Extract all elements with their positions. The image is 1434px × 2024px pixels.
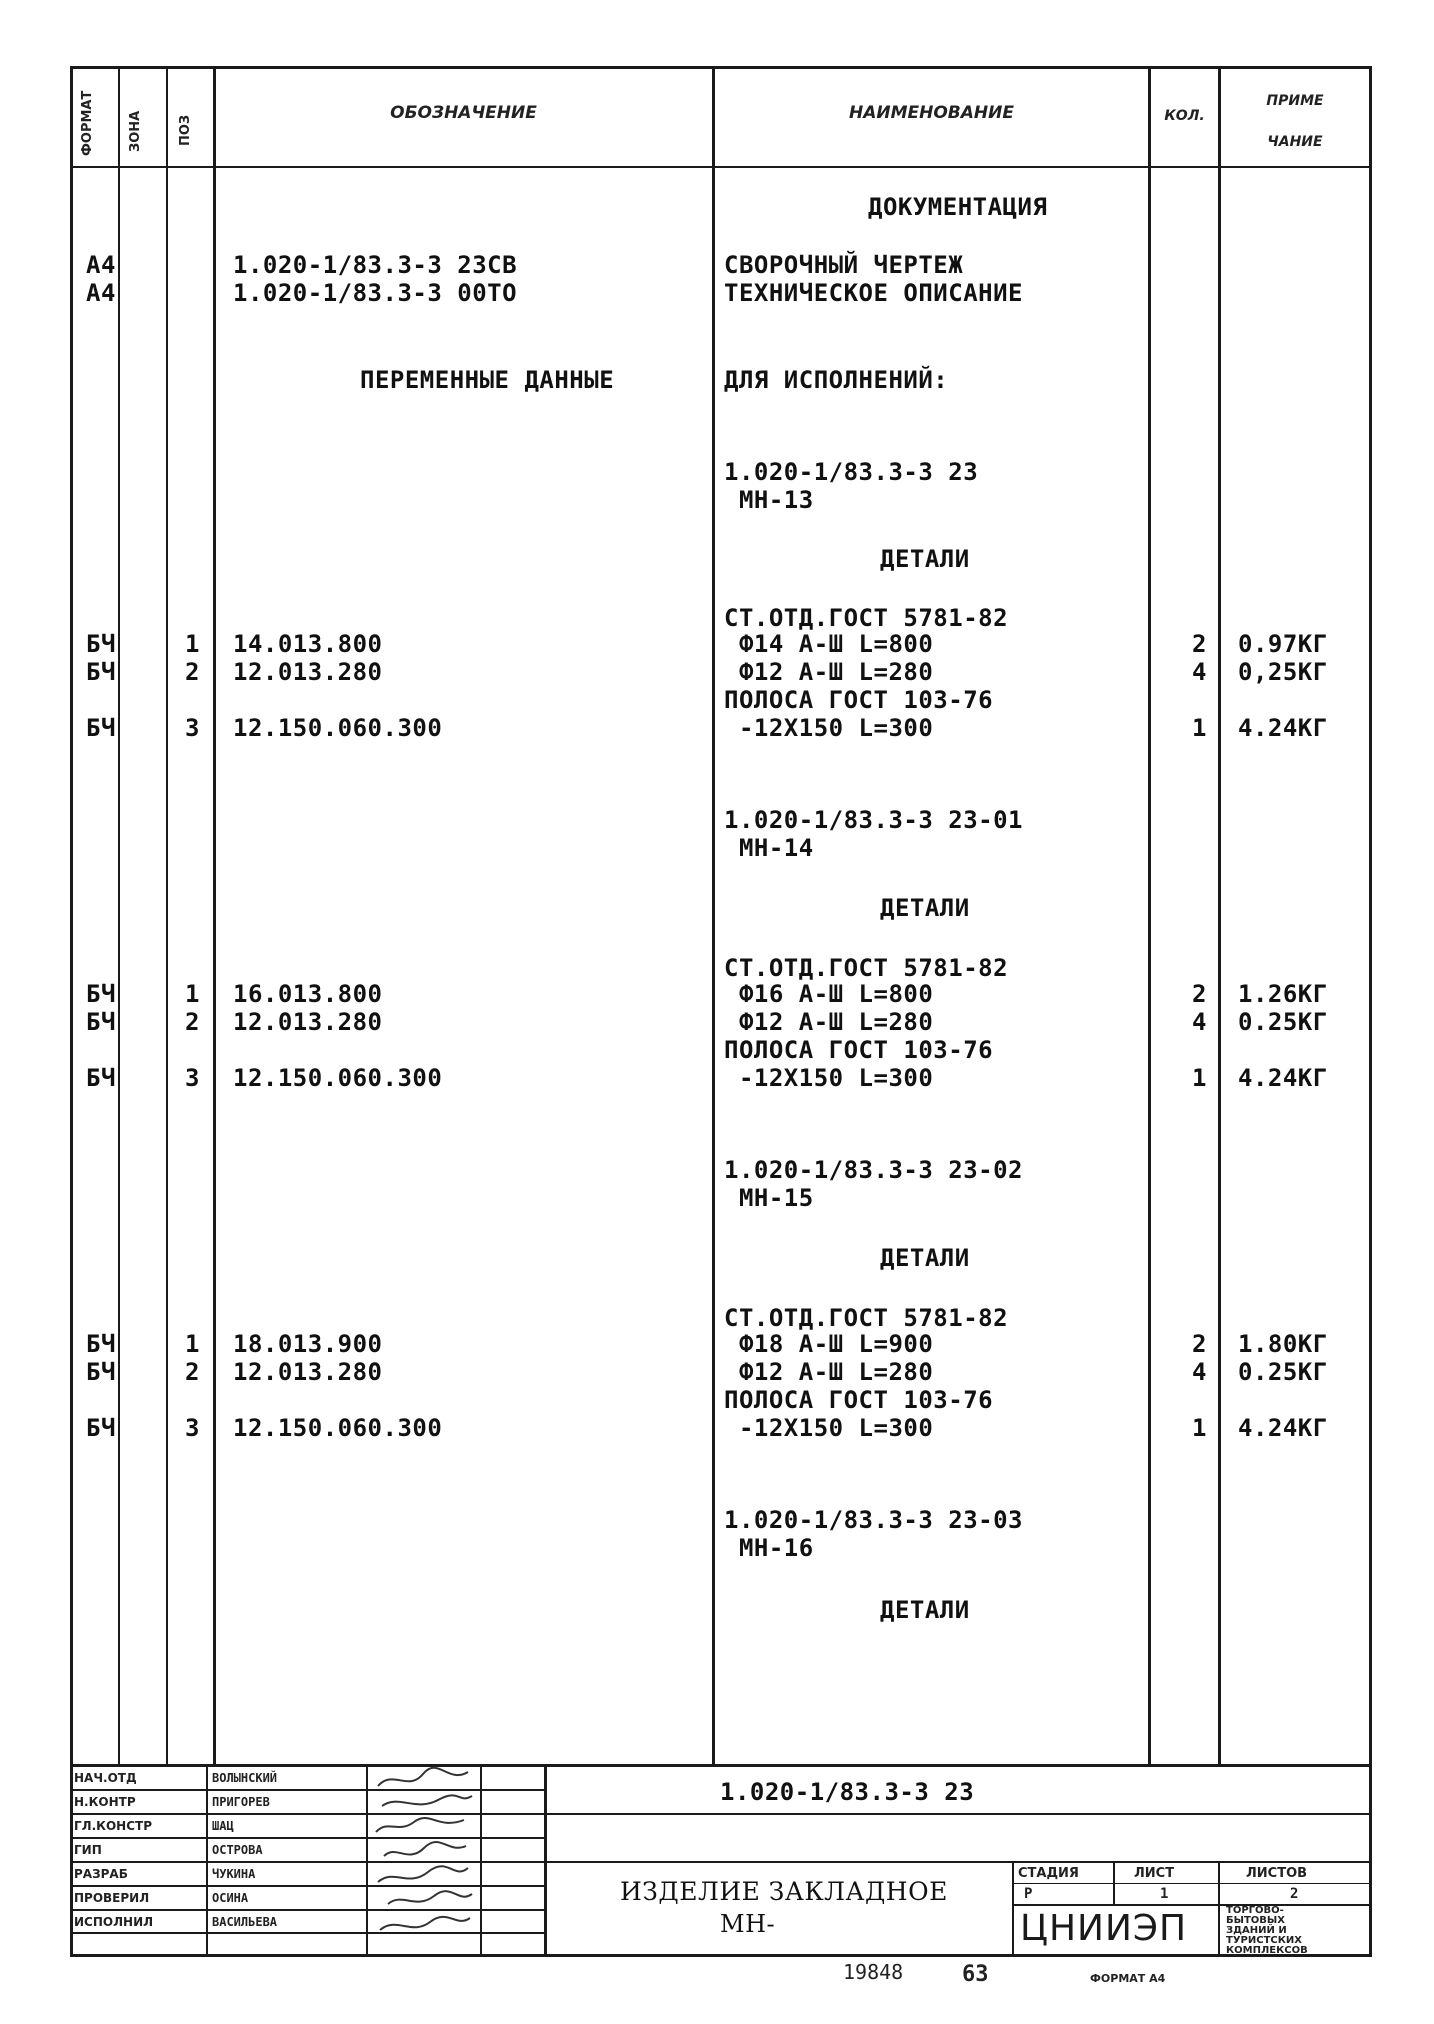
row-format: БЧ xyxy=(86,630,116,658)
variable-data-label-cont: ДЛЯ ИСПОЛНЕНИЙ: xyxy=(724,366,949,394)
header-note-2: ЧАНИЕ xyxy=(1267,134,1323,150)
variant-mark: МН-13 xyxy=(724,486,814,514)
sheet-value: 1 xyxy=(1160,1886,1169,1902)
row-designation: 12.150.060.300 xyxy=(233,714,443,742)
header-designation: ОБОЗНАЧЕНИЕ xyxy=(390,103,537,123)
row-name: Ф14 А-Ш L=800 xyxy=(724,630,934,658)
row-format: БЧ xyxy=(86,1358,116,1386)
person-name: ШАЦ xyxy=(212,1819,234,1833)
row-note: 0.97КГ xyxy=(1238,630,1328,658)
row-qty: 2 xyxy=(1192,1330,1207,1358)
organization-name: ЦНИИЭП xyxy=(1020,1908,1188,1949)
row-note: 4.24КГ xyxy=(1238,714,1328,742)
row-pos: 2 xyxy=(185,1358,200,1386)
details-heading: ДЕТАЛИ xyxy=(880,1596,970,1624)
row-name: ПОЛОСА ГОСТ 103-76 xyxy=(724,686,994,714)
row-qty: 2 xyxy=(1192,980,1207,1008)
variant-mark: МН-15 xyxy=(724,1184,814,1212)
role-label: ИСПОЛНИЛ xyxy=(74,1915,154,1929)
row-format: БЧ xyxy=(86,1330,116,1358)
role-label: ГИП xyxy=(74,1843,102,1857)
row-note: 4.24КГ xyxy=(1238,1064,1328,1092)
row-name: Ф16 А-Ш L=800 xyxy=(724,980,934,1008)
row-designation: 12.013.280 xyxy=(233,1008,383,1036)
row-pos: 3 xyxy=(185,714,200,742)
stage-value: Р xyxy=(1024,1886,1033,1902)
row-note: 1.80КГ xyxy=(1238,1330,1328,1358)
sheet-label: ЛИСТ xyxy=(1134,1866,1175,1881)
row-designation: 12.013.280 xyxy=(233,658,383,686)
inventory-number: 19848 xyxy=(843,1960,904,1984)
row-format: БЧ xyxy=(86,1064,116,1092)
page-number: 63 xyxy=(962,1962,989,1987)
row-qty: 4 xyxy=(1192,1008,1207,1036)
row-qty: 4 xyxy=(1192,1358,1207,1386)
header-format: ФОРМАТ xyxy=(80,90,95,156)
row-name: СВОРОЧНЫЙ ЧЕРТЕЖ xyxy=(724,251,964,279)
variant-code: 1.020-1/83.3-3 23 xyxy=(724,458,979,486)
organization-desc: КОМПЛЕКСОВ xyxy=(1226,1945,1308,1956)
variant-mark: МН-16 xyxy=(724,1534,814,1562)
person-name: ВОЛЫНСКИЙ xyxy=(212,1771,278,1785)
row-designation: 16.013.800 xyxy=(233,980,383,1008)
role-label: РАЗРАБ xyxy=(74,1867,128,1881)
row-name: -12Х150 L=300 xyxy=(724,1064,934,1092)
row-name: Ф12 А-Ш L=280 xyxy=(724,1358,934,1386)
row-name: -12Х150 L=300 xyxy=(724,714,934,742)
header-name: НАИМЕНОВАНИЕ xyxy=(848,103,1014,123)
row-note: 0.25КГ xyxy=(1238,1358,1328,1386)
row-qty: 2 xyxy=(1192,630,1207,658)
row-name: СТ.ОТД.ГОСТ 5781-82 xyxy=(724,604,1009,632)
role-label: ПРОВЕРИЛ xyxy=(74,1891,150,1905)
document-code: 1.020-1/83.3-3 23 xyxy=(720,1778,975,1806)
row-pos: 1 xyxy=(185,980,200,1008)
row-designation: 1.020-1/83.3-3 00ТО xyxy=(233,279,518,307)
organization-desc: ТОРГОВО- xyxy=(1226,1905,1284,1916)
row-format: БЧ xyxy=(86,1008,116,1036)
variable-data-label: ПЕРЕМЕННЫЕ ДАННЫЕ xyxy=(360,366,615,394)
variant-code: 1.020-1/83.3-3 23-01 xyxy=(724,806,1023,834)
organization-desc: ЗДАНИЙ И xyxy=(1226,1925,1287,1936)
row-pos: 1 xyxy=(185,1330,200,1358)
row-name: СТ.ОТД.ГОСТ 5781-82 xyxy=(724,1304,1009,1332)
row-note: 0.25КГ xyxy=(1238,1008,1328,1036)
section-heading: ДОКУМЕНТАЦИЯ xyxy=(868,193,1048,221)
header-pos: ПОЗ xyxy=(178,114,193,146)
row-name: ПОЛОСА ГОСТ 103-76 xyxy=(724,1036,994,1064)
row-pos: 2 xyxy=(185,1008,200,1036)
organization-desc: БЫТОВЫХ xyxy=(1226,1915,1285,1926)
row-name: ПОЛОСА ГОСТ 103-76 xyxy=(724,1386,994,1414)
product-mark: МН- xyxy=(720,1910,776,1938)
role-label: Н.КОНТР xyxy=(74,1795,136,1809)
header-zone: ЗОНА xyxy=(128,110,143,152)
person-name: ОСТРОВА xyxy=(212,1843,263,1857)
variant-code: 1.020-1/83.3-3 23-03 xyxy=(724,1506,1023,1534)
row-pos: 1 xyxy=(185,630,200,658)
signature-scribbles xyxy=(368,1764,480,1954)
row-format: БЧ xyxy=(86,714,116,742)
person-name: ЧУКИНА xyxy=(212,1867,256,1881)
product-name: ИЗДЕЛИЕ ЗАКЛАДНОЕ xyxy=(620,1877,948,1906)
variant-mark: МН-14 xyxy=(724,834,814,862)
row-qty: 4 xyxy=(1192,658,1207,686)
row-format: А4 xyxy=(86,251,116,279)
row-pos: 2 xyxy=(185,658,200,686)
row-format: БЧ xyxy=(86,1414,116,1442)
format-label: ФОРМАТ А4 xyxy=(1090,1972,1166,1985)
sheets-label: ЛИСТОВ xyxy=(1246,1866,1308,1881)
variant-code: 1.020-1/83.3-3 23-02 xyxy=(724,1156,1023,1184)
row-format: А4 xyxy=(86,279,116,307)
row-designation: 12.150.060.300 xyxy=(233,1414,443,1442)
row-designation: 18.013.900 xyxy=(233,1330,383,1358)
row-note: 0,25КГ xyxy=(1238,658,1328,686)
row-name: -12Х150 L=300 xyxy=(724,1414,934,1442)
details-heading: ДЕТАЛИ xyxy=(880,1244,970,1272)
row-name: Ф18 А-Ш L=900 xyxy=(724,1330,934,1358)
row-name: ТЕХНИЧЕСКОЕ ОПИСАНИЕ xyxy=(724,279,1023,307)
row-note: 1.26КГ xyxy=(1238,980,1328,1008)
header-qty: КОЛ. xyxy=(1164,108,1205,124)
person-name: ПРИГОРЕВ xyxy=(212,1795,270,1809)
row-qty: 1 xyxy=(1192,714,1207,742)
row-designation: 12.150.060.300 xyxy=(233,1064,443,1092)
row-designation: 1.020-1/83.3-3 23СВ xyxy=(233,251,518,279)
header-note-1: ПРИМЕ xyxy=(1266,93,1324,109)
row-designation: 14.013.800 xyxy=(233,630,383,658)
row-name: Ф12 А-Ш L=280 xyxy=(724,1008,934,1036)
person-name: ОСИНА xyxy=(212,1891,249,1905)
details-heading: ДЕТАЛИ xyxy=(880,894,970,922)
row-pos: 3 xyxy=(185,1414,200,1442)
row-format: БЧ xyxy=(86,980,116,1008)
row-name: СТ.ОТД.ГОСТ 5781-82 xyxy=(724,954,1009,982)
sheets-value: 2 xyxy=(1290,1886,1299,1902)
row-format: БЧ xyxy=(86,658,116,686)
stage-label: СТАДИЯ xyxy=(1018,1866,1079,1881)
person-name: ВАСИЛЬЕВА xyxy=(212,1915,278,1929)
organization-desc: ТУРИСТСКИХ xyxy=(1226,1935,1302,1946)
row-qty: 1 xyxy=(1192,1064,1207,1092)
row-qty: 1 xyxy=(1192,1414,1207,1442)
row-designation: 12.013.280 xyxy=(233,1358,383,1386)
row-note: 4.24КГ xyxy=(1238,1414,1328,1442)
row-name: Ф12 А-Ш L=280 xyxy=(724,658,934,686)
role-label: НАЧ.ОТД xyxy=(74,1771,137,1785)
row-pos: 3 xyxy=(185,1064,200,1092)
details-heading: ДЕТАЛИ xyxy=(880,545,970,573)
role-label: ГЛ.КОНСТР xyxy=(74,1819,153,1833)
